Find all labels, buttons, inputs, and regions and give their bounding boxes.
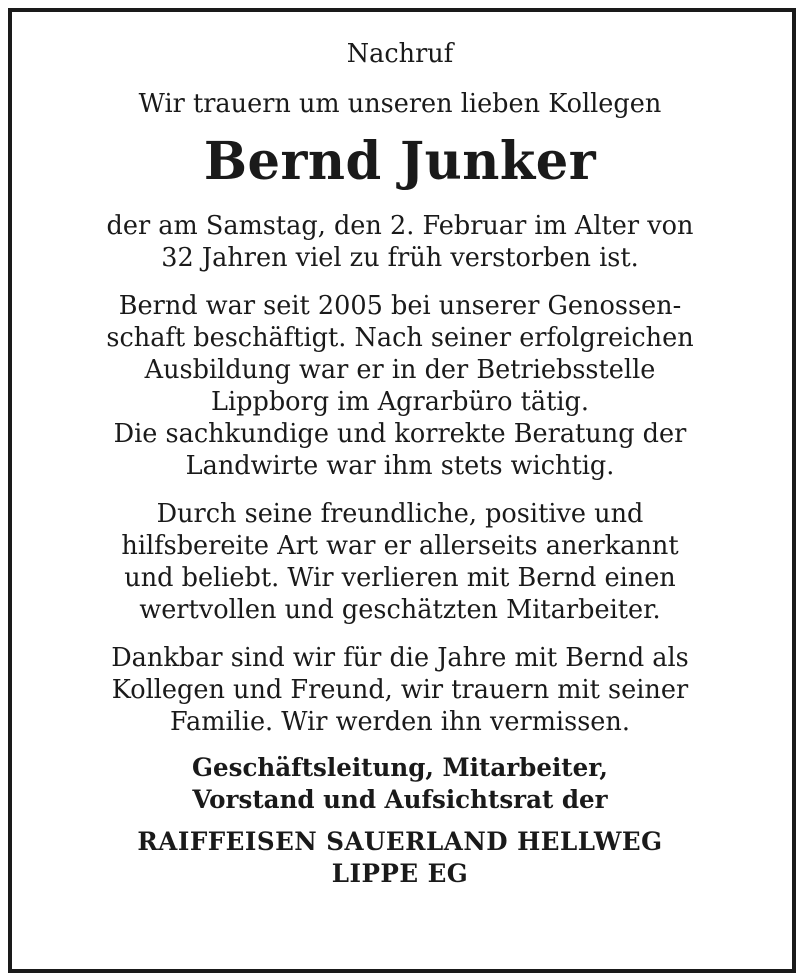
gratitude-paragraph <box>8 642 792 738</box>
notice-intro: Wir trauern um unseren lieben Kollegen <box>138 89 662 119</box>
paragraph-line: und beliebt. Wir verlieren mit Bernd einen <box>124 563 676 593</box>
paragraph-line: Lippborg im Agrarbüro tätig. <box>210 387 590 417</box>
deceased-name: Bernd Junker <box>203 131 597 192</box>
paragraph-line: Bernd war seit 2005 bei unserer Genossen- <box>118 291 682 321</box>
paragraph-line: 32 Jahren viel zu früh verstorben ist. <box>161 243 639 273</box>
paragraph-line: Landwirte war ihm stets wichtig. <box>185 451 615 481</box>
company-line: LIPPE EG <box>331 859 469 888</box>
paragraph-line: Familie. Wir werden ihn vermissen. <box>170 707 630 737</box>
signoff-line: Vorstand und Aufsichtsrat der <box>192 785 608 814</box>
paragraph-line: Durch seine freundliche, positive und <box>156 499 644 529</box>
paragraph-line: Dankbar sind wir für die Jahre mit Bernd als <box>111 643 689 673</box>
paragraph-line: Ausbildung war er in der Betriebsstelle <box>144 355 656 385</box>
paragraph-line: der am Samstag, den 2. Februar im Alter von <box>106 211 694 241</box>
obituary-notice <box>8 8 792 890</box>
signoff <box>8 752 792 816</box>
paragraph-line: hilfsbereite Art war er allerseits anerkannt <box>121 531 679 561</box>
death-announcement-paragraph <box>8 210 792 274</box>
company-line: RAIFFEISEN SAUERLAND HELLWEG <box>137 827 663 856</box>
notice-heading: Nachruf <box>346 39 454 69</box>
company-name <box>8 826 792 890</box>
paragraph-line: wertvollen und geschätzten Mitarbeiter. <box>139 595 661 625</box>
paragraph-line: Die sachkundige und korrekte Beratung der <box>113 419 687 449</box>
signoff-line: Geschäftsleitung, Mitarbeiter, <box>192 753 608 782</box>
career-paragraph <box>8 290 792 482</box>
paragraph-line: Kollegen und Freund, wir trauern mit seiner <box>111 675 689 705</box>
character-paragraph <box>8 498 792 626</box>
paragraph-line: schaft beschäftigt. Nach seiner erfolgreichen <box>106 323 694 353</box>
